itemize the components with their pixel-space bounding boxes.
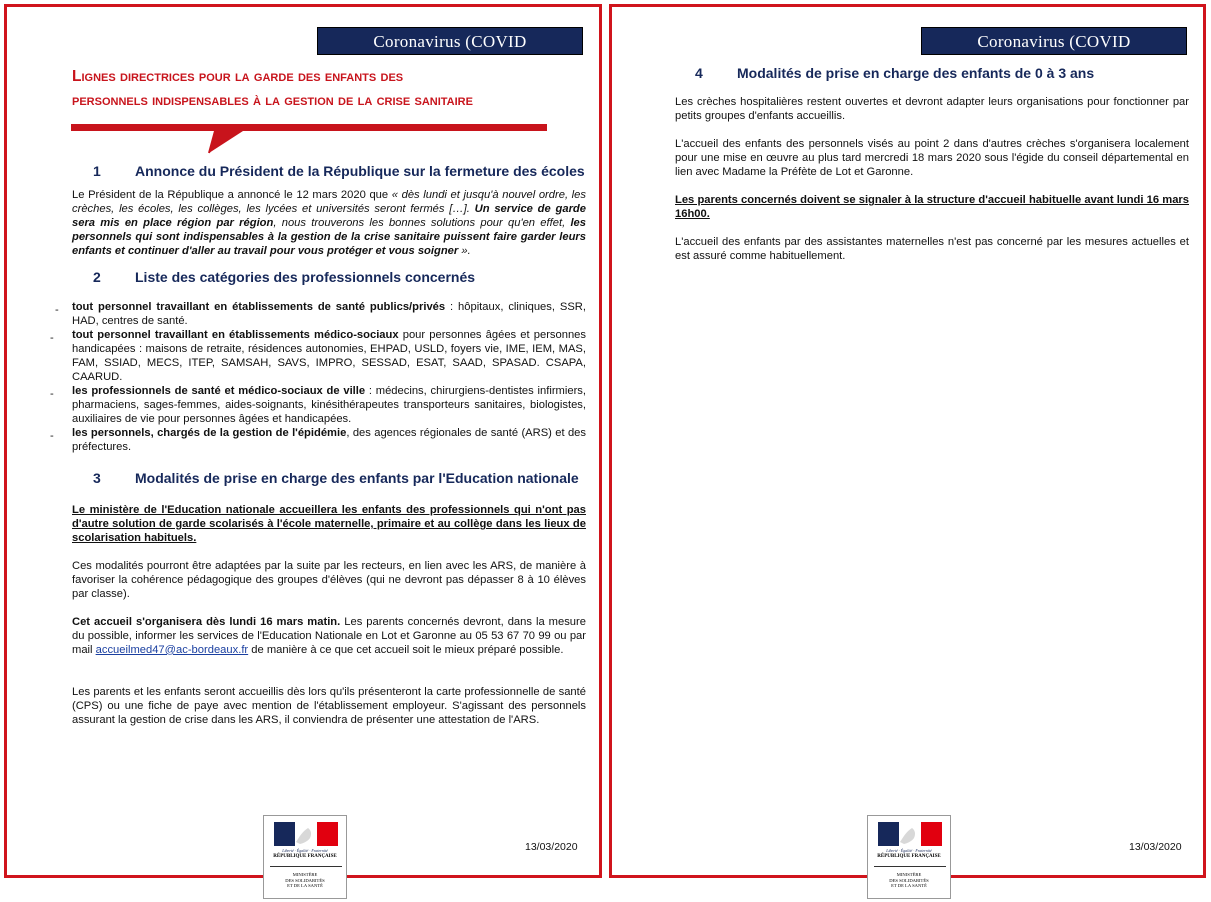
title-line-1: Lignes directrices pour la garde des enfants des: [72, 68, 404, 85]
bullet-dash: -: [50, 430, 54, 442]
republic-motto: Liberté · Égalité · Fraternité: [886, 848, 932, 853]
ministry-name: MINISTÈRE DES SOLIDARITÉS ET DE LA SANTÉ: [285, 872, 325, 889]
list-item: les professionnels de santé et médico-sociaux de ville : médecins, chirurgiens-dentistes infirmiers, pharmaciens, sages-femmes, aides-soignants, kinésithérapeutes transporteurs sanitaires, biologistes, auxiliaires de vie pour personnes âgées et handicapées.: [72, 385, 586, 425]
email-link[interactable]: accueilmed47@ac-bordeaux.fr: [95, 643, 249, 656]
list-item: tout personnel travaillant en établissements de santé publics/privés : hôpitaux, cliniques, SSR, HAD, centres de santé.: [72, 301, 586, 327]
page-title: [72, 65, 592, 113]
speech-bubble-divider: [69, 120, 559, 158]
section-4-paragraph-1: Les crèches hospitalières restent ouvertes et devront adapter leurs organisations pour fonctionner par petits groupes d'enfants accueillis.: [675, 96, 1189, 122]
document-date: 13/03/2020: [1129, 841, 1182, 853]
ministry-logo: [263, 815, 347, 899]
bullet-dash: -: [55, 304, 59, 316]
republic-label: RÉPUBLIQUE FRANÇAISE: [877, 854, 941, 859]
list-item: tout personnel travaillant en établissements médico-sociaux pour personnes âgées et personnes handicapées : maisons de retraite, résidences autonomies, EHPAD, USLD, foyers vie, IME, IEM, MAS, FAM, SSIAD, MECS, ITEP, SAMSAH, SAVS, IMPRO, SESSAD, ESAT, SAAD, SPASAD. CSAPA, CAARUD.: [72, 329, 586, 383]
marianne-flag-icon: [878, 822, 942, 846]
document-page-1: [4, 4, 602, 889]
section-4-heading: 4 Modalités de prise en charge des enfants de 0 à 3 ans: [695, 65, 1095, 81]
section-3-paragraph-2: Ces modalités pourront être adaptées par la suite par les recteurs, en lien avec les ARS, de manière à favoriser la cohérence pédagogique des groupes d'élèves (qui ne devront pas dépasser 8 à 10 élèves par classe).: [72, 560, 586, 600]
section-1-heading: 1 Annonce du Président de la République sur la fermeture des écoles: [93, 163, 585, 179]
title-line-2: personnels indispensables à la gestion de la crise sanitaire: [72, 92, 473, 109]
bullet-dash: -: [50, 332, 54, 344]
ministry-name: MINISTÈRE DES SOLIDARITÉS ET DE LA SANTÉ: [889, 872, 929, 889]
section-3-heading: 3 Modalités de prise en charge des enfants par l'Education nationale: [93, 470, 579, 486]
list-item: les personnels, chargés de la gestion de l'épidémie, des agences régionales de santé (ARS) et des préfectures.: [72, 427, 587, 453]
section-3-paragraph-1: Le ministère de l'Education nationale accueillera les enfants des professionnels qui n'ont pas d'autre solution de garde scolarisés à l'école maternelle, primaire et au collège dans les lieux de scolarisation habituels.: [72, 504, 586, 544]
section-1-text: Le Président de la République a annoncé le 12 mars 2020 que « dès lundi et jusqu'à nouvel ordre, les crèches, les écoles, les collèges, les lycées et universités seront fermés […]. Un service de garde sera mis en place région par région, nous trouverons les bonnes solutions pour qu'en effet, les personnels qui sont indispensables à la gestion de la crise sanitaire puissent faire garder leurs enfants et continuer d'aller au travail pour vous protéger et vous soigner ».: [72, 189, 587, 257]
marianne-flag-icon: [274, 822, 338, 846]
section-3-paragraph-3: Cet accueil s'organisera dès lundi 16 mars matin. Les parents concernés devront, dans la mesure du possible, informer les services de l'Education Nationale en Lot et Garonne au 05 53 67 70 99 ou par mail accueilmed47@ac-bordeaux.fr de manière à ce que cet accueil soit le mieux préparé possible.: [72, 616, 586, 656]
banner: Coronavirus (COVID: [317, 27, 583, 55]
section-4-paragraph-4: L'accueil des enfants par des assistantes maternelles n'est pas concerné par les mesures actuelles et est assuré comme habituellement.: [675, 236, 1189, 262]
bullet-dash: -: [50, 388, 54, 400]
document-page-2: [609, 4, 1206, 889]
section-3-paragraph-4: Les parents et les enfants seront accueillis dès lors qu'ils présenteront la carte professionnelle de santé (CPS) ou une fiche de paye avec mention de l'établissement employeur. S'agissant des personnels assurant la gestion de crise dans les ARS, il conviendra de présenter une attestation de l'ARS.: [72, 686, 586, 726]
divider: [874, 866, 946, 867]
divider: [270, 866, 342, 867]
republic-motto: Liberté · Égalité · Fraternité: [282, 848, 328, 853]
document-date: 13/03/2020: [525, 841, 578, 853]
ministry-logo: [867, 815, 951, 899]
section-4-paragraph-3: Les parents concernés doivent se signaler à la structure d'accueil habituelle avant lundi 16 mars 16h00.: [675, 194, 1189, 220]
section-2-heading: 2 Liste des catégories des professionnels concernés: [93, 269, 476, 285]
banner: Coronavirus (COVID: [921, 27, 1187, 55]
republic-label: RÉPUBLIQUE FRANÇAISE: [273, 854, 337, 859]
section-4-paragraph-2: L'accueil des enfants des personnels visés au point 2 dans d'autres crèches s'organisera localement pour une mise en œuvre au plus tard mercredi 18 mars 2020 sous l'égide du conseil départemental en lien avec Madame la Préfète de Lot et Garonne.: [675, 138, 1189, 178]
